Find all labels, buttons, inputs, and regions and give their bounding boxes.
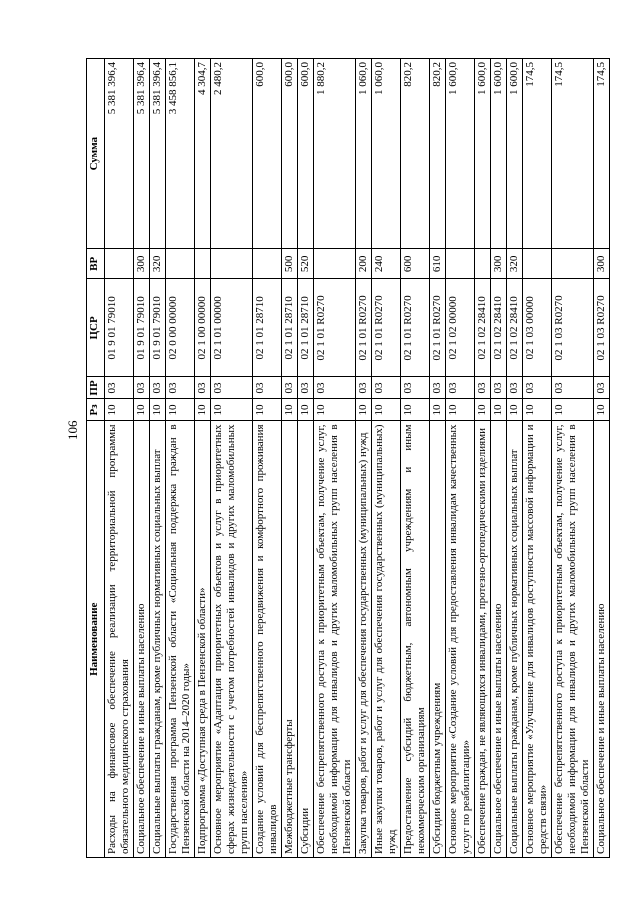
row-csr: 01 9 01 79010	[134, 279, 150, 377]
row-pr: 03	[195, 377, 211, 399]
row-sum-value: 1 600,0	[492, 62, 504, 95]
page-number: 106	[65, 420, 80, 440]
row-name: Предоставление субсидий бюджетным, автономным учреждениям и иным некоммерческим организациям	[401, 421, 430, 858]
row-pr: 03	[150, 377, 166, 399]
row-name: Обеспечение беспрепятственного доступа к приоритетным объектам, получение услуг, необходимой информации для инвалидов и других маломобильных групп населения в Пензенской области	[314, 421, 356, 858]
row-sum	[282, 59, 298, 249]
row-rz: 10	[150, 399, 166, 421]
row-rz: 10	[594, 399, 610, 421]
row-sum-value: 600,0	[254, 62, 266, 87]
row-csr: 02 1 01 28710	[253, 279, 282, 377]
row-sum	[372, 59, 401, 249]
row-sum	[475, 59, 491, 249]
row-name: Обеспечение граждан, не являющихся инвалидами, протезно-ортопедическими изделиями	[475, 421, 491, 858]
row-rz: 10	[446, 399, 475, 421]
table-row	[166, 59, 195, 858]
row-rz: 10	[298, 399, 314, 421]
row-csr: 02 1 01 R0270	[314, 279, 356, 377]
row-rz: 10	[166, 399, 195, 421]
table-row	[446, 59, 475, 858]
row-sum	[253, 59, 282, 249]
row-sum	[134, 59, 150, 249]
header-rz: Рз	[87, 399, 105, 421]
header-csr: ЦСР	[87, 279, 105, 377]
row-csr: 02 0 00 00000	[166, 279, 195, 377]
row-sum-value: 174,5	[595, 62, 607, 87]
row-pr: 03	[134, 377, 150, 399]
row-pr: 03	[298, 377, 314, 399]
row-vr: 610	[430, 249, 446, 279]
row-sum-value: 600,0	[283, 62, 295, 87]
row-sum	[523, 59, 552, 249]
table-row	[475, 59, 491, 858]
row-pr: 03	[401, 377, 430, 399]
row-vr: 300	[594, 249, 610, 279]
table-row	[401, 59, 430, 858]
row-sum	[211, 59, 253, 249]
row-name: Основное мероприятие «Адаптация приоритетных объектов и услуг в приоритетных сферах жизнедеятельности с учетом потребностей инвалидов и других маломобильных групп населения»	[211, 421, 253, 858]
table-row	[430, 59, 446, 858]
table-row	[211, 59, 253, 858]
row-vr	[166, 249, 195, 279]
row-csr: 02 1 01 R0270	[372, 279, 401, 377]
row-vr	[195, 249, 211, 279]
row-sum	[314, 59, 356, 249]
row-pr: 03	[552, 377, 594, 399]
row-sum	[507, 59, 523, 249]
table-row	[150, 59, 166, 858]
row-vr: 240	[372, 249, 401, 279]
table-row	[134, 59, 150, 858]
row-name: Субсидии	[298, 421, 314, 858]
row-sum	[150, 59, 166, 249]
table-header-row	[87, 59, 105, 858]
row-sum-value: 5 381 396,4	[135, 62, 147, 115]
row-rz: 10	[211, 399, 253, 421]
row-csr: 02 1 03 R0270	[552, 279, 594, 377]
row-vr: 520	[298, 249, 314, 279]
header-sum: Сумма	[87, 59, 105, 249]
row-rz: 10	[491, 399, 507, 421]
table-row	[356, 59, 372, 858]
row-vr	[211, 249, 253, 279]
row-name: Расходы на финансовое обеспечение реализации территориальной программы обязательного медицинского страхования	[105, 421, 134, 858]
row-sum-value: 820,2	[402, 62, 414, 87]
row-sum-value: 174,5	[553, 62, 565, 87]
row-pr: 03	[430, 377, 446, 399]
row-sum-value: 2 480,2	[212, 62, 224, 95]
row-sum-value: 1 600,0	[476, 62, 488, 95]
header-pr: ПР	[87, 377, 105, 399]
row-rz: 10	[195, 399, 211, 421]
row-vr	[253, 249, 282, 279]
row-sum-value: 1 060,0	[373, 62, 385, 95]
table-body	[105, 59, 610, 858]
budget-table	[86, 58, 610, 858]
table-row	[507, 59, 523, 858]
row-vr	[105, 249, 134, 279]
row-csr: 02 1 02 28410	[491, 279, 507, 377]
row-csr: 02 1 02 28410	[475, 279, 491, 377]
row-sum-value: 1 880,2	[315, 62, 327, 95]
row-sum-value: 1 060,0	[357, 62, 369, 95]
row-rz: 10	[430, 399, 446, 421]
row-pr: 03	[446, 377, 475, 399]
row-sum-value: 5 381 396,4	[106, 62, 118, 115]
row-name: Социальное обеспечение и иные выплаты населению	[134, 421, 150, 858]
row-name: Подпрограмма «Доступная среда в Пензенской области»	[195, 421, 211, 858]
row-name: Обеспечение беспрепятственного доступа к приоритетным объектам, получение услуг, необходимой информации для инвалидов и других маломобильных групп населения в Пензенской области	[552, 421, 594, 858]
row-rz: 10	[105, 399, 134, 421]
table-row	[105, 59, 134, 858]
table-row	[372, 59, 401, 858]
row-csr: 02 1 03 00000	[523, 279, 552, 377]
row-csr: 02 1 01 R0270	[356, 279, 372, 377]
row-sum	[552, 59, 594, 249]
row-sum-value: 820,2	[431, 62, 443, 87]
row-name: Социальные выплаты гражданам, кроме публичных нормативных социальных выплат	[507, 421, 523, 858]
row-rz: 10	[401, 399, 430, 421]
header-name: Наименование	[87, 421, 105, 858]
row-name: Межбюджетные трансферты	[282, 421, 298, 858]
row-csr: 02 1 02 28410	[507, 279, 523, 377]
row-rz: 10	[507, 399, 523, 421]
row-sum	[356, 59, 372, 249]
row-pr: 03	[523, 377, 552, 399]
row-sum	[298, 59, 314, 249]
row-vr: 200	[356, 249, 372, 279]
row-sum-value: 3 458 856,1	[167, 62, 179, 115]
row-vr: 300	[491, 249, 507, 279]
table-row	[594, 59, 610, 858]
row-csr: 02 1 01 28710	[298, 279, 314, 377]
row-name: Создание условий для беспрепятственного передвижения и комфортного проживания инвалидов	[253, 421, 282, 858]
row-vr: 320	[150, 249, 166, 279]
row-csr: 02 1 03 R0270	[594, 279, 610, 377]
row-sum	[446, 59, 475, 249]
row-rz: 10	[134, 399, 150, 421]
row-vr: 320	[507, 249, 523, 279]
row-pr: 03	[372, 377, 401, 399]
row-rz: 10	[282, 399, 298, 421]
row-pr: 03	[356, 377, 372, 399]
row-sum	[594, 59, 610, 249]
table-row	[552, 59, 594, 858]
row-csr: 02 1 01 R0270	[401, 279, 430, 377]
row-sum-value: 5 381 396,4	[151, 62, 163, 115]
table-row	[195, 59, 211, 858]
row-name: Закупка товаров, работ и услуг для обеспечения государственных (муниципальных) нужд	[356, 421, 372, 858]
row-sum	[401, 59, 430, 249]
row-pr: 03	[475, 377, 491, 399]
row-name: Социальные выплаты гражданам, кроме публичных нормативных социальных выплат	[150, 421, 166, 858]
rotated-table-container	[86, 58, 607, 858]
row-sum-value: 4 304,7	[196, 62, 208, 95]
row-vr: 500	[282, 249, 298, 279]
table-row	[253, 59, 282, 858]
row-csr: 02 1 01 28710	[282, 279, 298, 377]
row-name: Субсидии бюджетным учреждениям	[430, 421, 446, 858]
table-row	[491, 59, 507, 858]
row-pr: 03	[253, 377, 282, 399]
row-sum	[430, 59, 446, 249]
row-sum	[491, 59, 507, 249]
row-name: Основное мероприятие «Создание условий для предоставления инвалидам качественных услуг по реабилитации»	[446, 421, 475, 858]
row-pr: 03	[105, 377, 134, 399]
row-sum-value: 600,0	[299, 62, 311, 87]
row-name: Основное мероприятие «Улучшение для инвалидов доступности массовой информации и средств связи»	[523, 421, 552, 858]
row-pr: 03	[507, 377, 523, 399]
row-name: Социальное обеспечение и иные выплаты населению	[594, 421, 610, 858]
row-vr	[475, 249, 491, 279]
row-sum-value: 1 600,0	[447, 62, 459, 95]
row-rz: 10	[314, 399, 356, 421]
row-pr: 03	[211, 377, 253, 399]
row-vr: 300	[134, 249, 150, 279]
row-sum-value: 174,5	[524, 62, 536, 87]
row-name: Государственная программа Пензенской области «Социальная поддержка граждан в Пензенской области на 2014–2020 годы»	[166, 421, 195, 858]
row-pr: 03	[166, 377, 195, 399]
row-sum	[105, 59, 134, 249]
row-sum-value: 1 600,0	[508, 62, 520, 95]
row-vr	[314, 249, 356, 279]
table-row	[314, 59, 356, 858]
row-rz: 10	[356, 399, 372, 421]
row-sum	[195, 59, 211, 249]
table-row	[298, 59, 314, 858]
table-row	[282, 59, 298, 858]
row-pr: 03	[314, 377, 356, 399]
row-name: Иные закупки товаров, работ и услуг для обеспечения государственных (муниципальных) нужд	[372, 421, 401, 858]
row-csr: 02 1 01 R0270	[430, 279, 446, 377]
row-csr: 02 1 01 00000	[211, 279, 253, 377]
row-csr: 02 1 02 00000	[446, 279, 475, 377]
row-sum	[166, 59, 195, 249]
row-csr: 02 1 00 00000	[195, 279, 211, 377]
row-vr: 600	[401, 249, 430, 279]
row-rz: 10	[475, 399, 491, 421]
header-vr: ВР	[87, 249, 105, 279]
row-vr	[552, 249, 594, 279]
row-rz: 10	[372, 399, 401, 421]
row-rz: 10	[523, 399, 552, 421]
row-rz: 10	[253, 399, 282, 421]
row-rz: 10	[552, 399, 594, 421]
row-csr: 01 9 01 79010	[150, 279, 166, 377]
row-pr: 03	[491, 377, 507, 399]
row-csr: 01 9 01 79010	[105, 279, 134, 377]
row-vr	[446, 249, 475, 279]
row-pr: 03	[594, 377, 610, 399]
table-row	[523, 59, 552, 858]
row-pr: 03	[282, 377, 298, 399]
row-name: Социальное обеспечение и иные выплаты населению	[491, 421, 507, 858]
row-vr	[523, 249, 552, 279]
